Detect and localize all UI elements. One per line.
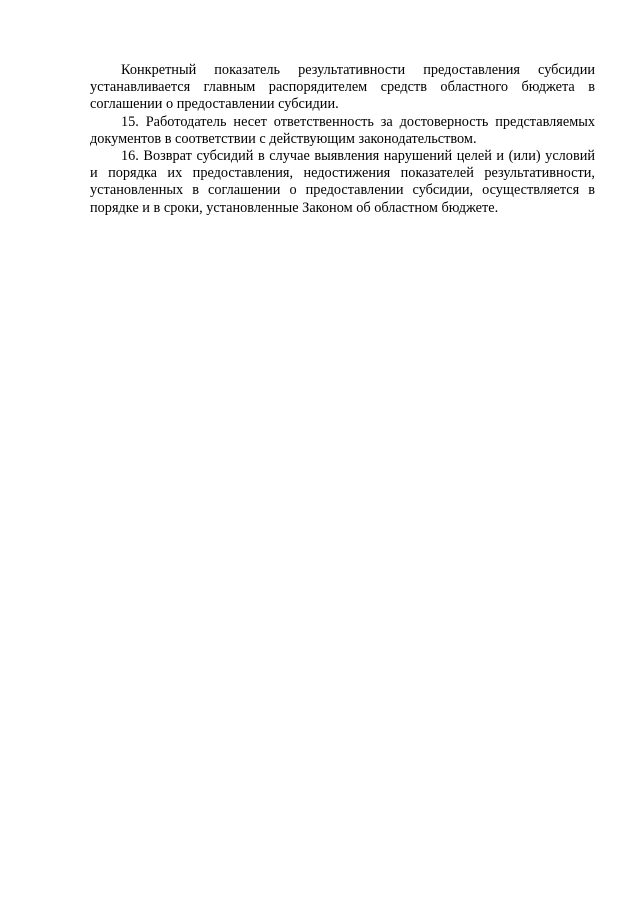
- document-body: [90, 62, 595, 217]
- paragraph-result-indicator: Конкретный показатель результативности предоставления субсидии устанавливается главным распорядителем средств областного бюджета в соглашении о предоставлении субсидии.: [90, 62, 595, 113]
- paragraph-16-subsidy-return: 16. Возврат субсидий в случае выявления нарушений целей и (или) условий и порядка их предоставления, недостижения показателей результативности, установленных в соглашении о предоставлении субсидии, осуществляется в порядке и в сроки, установленные Законом об областном бюджете.: [90, 148, 595, 216]
- paragraph-15-employer-responsibility: 15. Работодатель несет ответственность за достоверность представляемых документов в соответствии с действующим законодательством.: [90, 113, 595, 147]
